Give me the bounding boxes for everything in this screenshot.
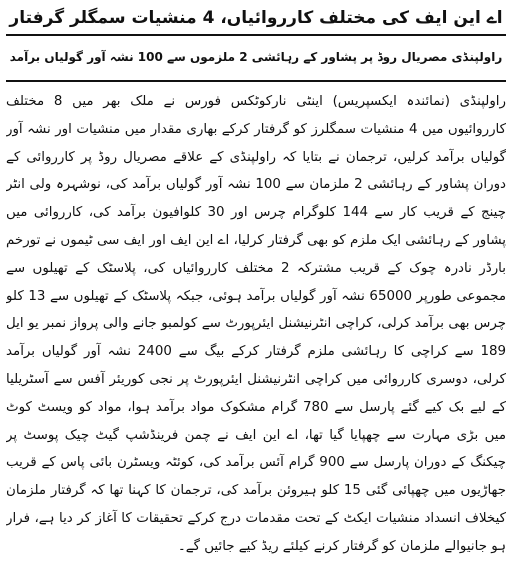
body-divider bbox=[6, 80, 506, 82]
article-body: راولپنڈی (نمائندہ ایکسپریس) اینٹی نارکوٹکس فورس نے ملک بھر میں 8 مختلف کارروائیوں میں 4 منشیات سمگلرز کو گرفتار کرکے بھاری مقدار میں منشیات اور نشہ آور گولیاں برآمد کرلیں، ترجمان نے بتایا کہ راولپنڈی کے علاقے مصریال روڈ پر کارروائی کے دوران پشاور کے رہائشی 2 ملزمان سے 100 نشہ آور گولیاں برآمد کی، نوشہرہ ولی انٹر چینج کے قریب کار سے 144 کلوگرام چرس اور 30 کلوافیون برآمد کی، کارروائی میں پشاور کے رہائشی ایک ملزم کو بھی گرفتار کرلیا، اے این ایف اور ایف سی ٹیموں نے تورخم بارڈر نادرہ چوک کے قریب مشترکہ 2 مختلف کارروائیاں کی، پلاسٹک کے تھیلوں سے مجموعی طورپر 65000 نشہ آور گولیاں برآمد ہوئی، جبکہ پلاسٹک کے تھیلوں سے 13 کلو چرس بھی برآمد کرلی، کراچی انٹرنیشنل ایئرپورٹ سے کولمبو جانے والی پرواز نمبر یو ایل 189 سے کراچی کا رہائشی ملزم گرفتار کرکے بیگ سے 2400 نشہ آور گولیاں برآمد کرلی، دوسری کارروائی میں کراچی انٹرنیشنل ایئرپورٹ پر نجی کوریئر آفس سے آسٹریلیا کے لیے بک کیے گئے پارسل سے 780 گرام مشکوک مواد برآمد ہوا، مواد کو ویسٹ کوٹ میں بڑی مہارت سے چھپایا گیا تھا، اے این ایف نے چمن فرینڈشپ گیٹ چیک پوسٹ پر چیکنگ کے دوران پارسل سے 900 گرام آئس برآمد کی، کوئٹہ ویسٹرن بائی پاس کے قریب جھاڑیوں میں چھپائی گئی 15 کلو ہیروئن برآمد کی، ترجمان کا کہنا تھا کہ گرفتار ملزمان کیخلاف انسداد منشیات ایکٹ کے تحت مقدمات درج کرکے تحقیقات کا آغاز کر دیا ہے، فرار ہو جانیوالے ملزمان کو گرفتار کرنے کیلئے ریڈ کیے جائیں گے۔ bbox=[6, 94, 506, 554]
headline-divider bbox=[6, 34, 506, 36]
headline-sub: راولپنڈی مصریال روڈ پر پشاور کے رہائشی 2 ملزموں سے 100 نشہ آور گولیاں برآمد bbox=[9, 50, 503, 64]
headline-main: اے این ایف کی مختلف کارروائیاں، 4 منشیات سمگلر گرفتار bbox=[9, 8, 503, 28]
